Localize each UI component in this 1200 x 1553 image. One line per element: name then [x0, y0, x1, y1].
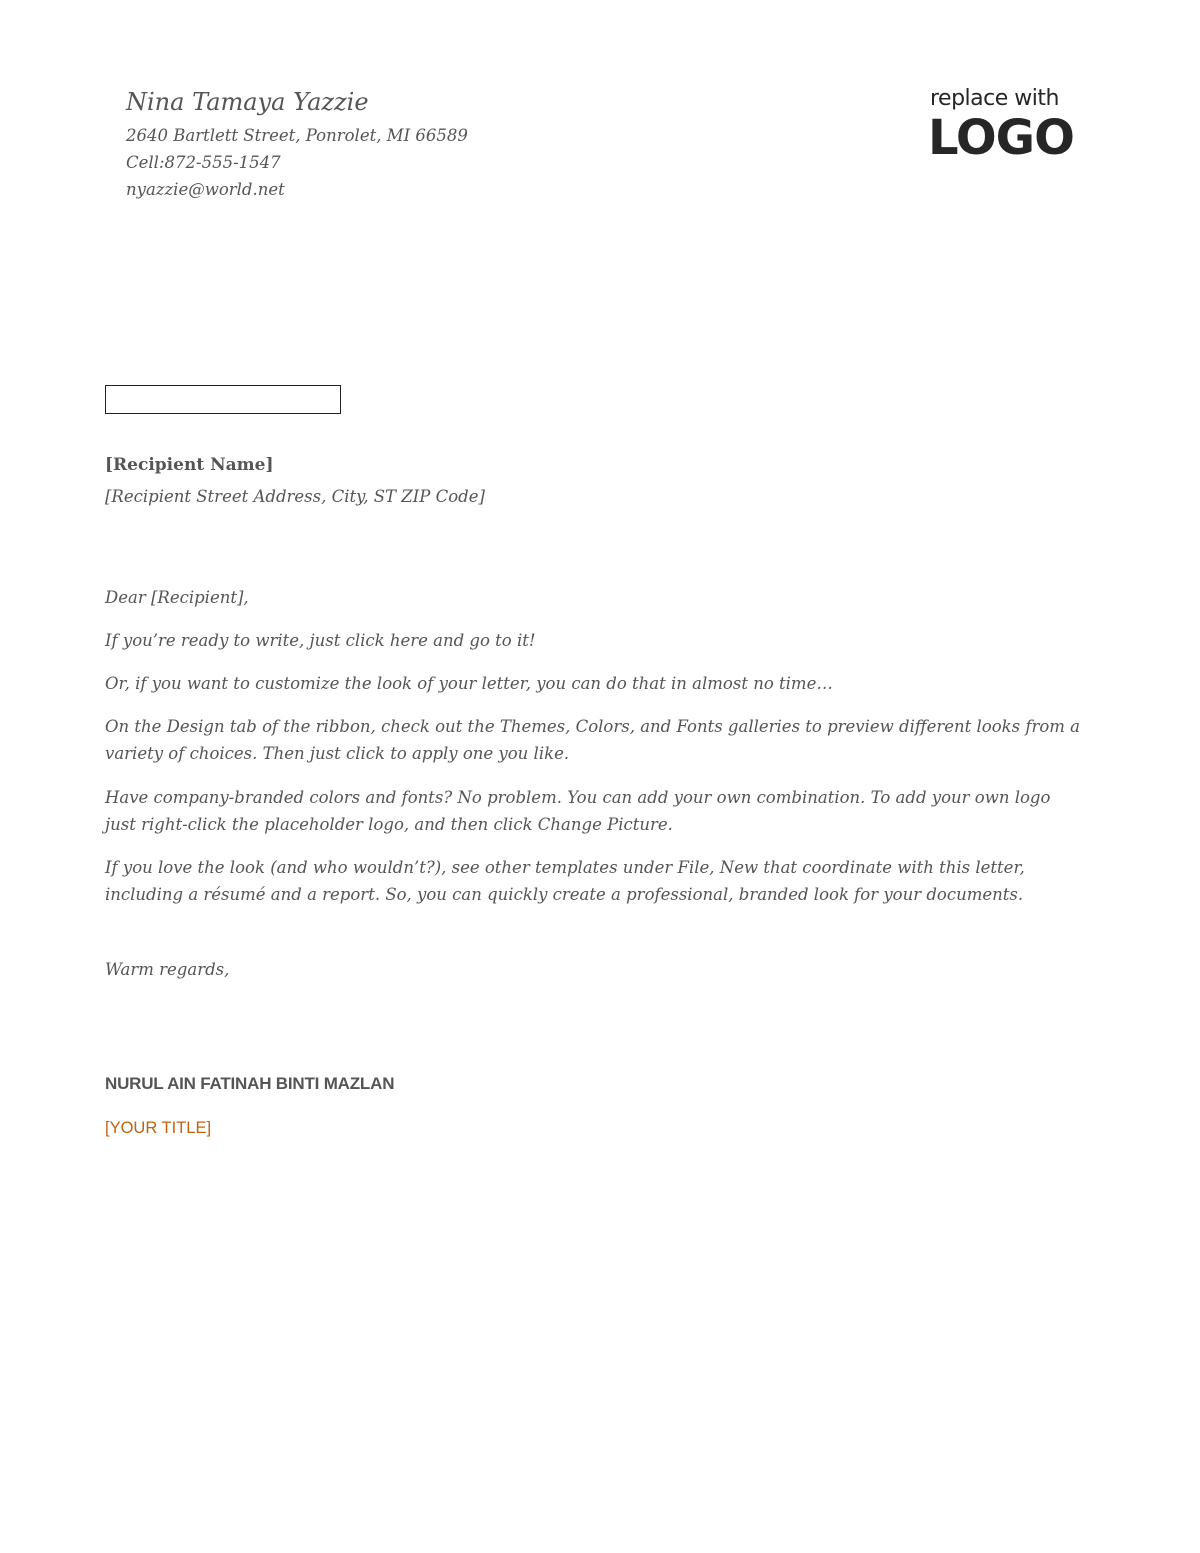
salutation[interactable]: Dear [Recipient], [105, 588, 249, 607]
date-field[interactable] [105, 385, 341, 414]
closing[interactable]: Warm regards, [105, 960, 230, 979]
sender-name: Nina Tamaya Yazzie [126, 88, 369, 116]
sender-email: nyazzie@world.net [126, 180, 285, 199]
logo-text: LOGO [928, 110, 1074, 166]
signer-name[interactable]: NURUL AIN FATINAH BINTI MAZLAN [105, 1074, 395, 1093]
body-paragraph-3[interactable]: On the Design tab of the ribbon, check out the Themes, Colors, and Fonts galleries to preview different looks from a variety of choices. Then just click to apply one you like. [105, 717, 1080, 763]
signer-title[interactable]: [YOUR TITLE] [105, 1119, 212, 1137]
body-paragraph-4[interactable]: Have company-branded colors and fonts? No problem. You can add your own combination. To add your own logo just right-click the placeholder logo, and then click Change Picture. [105, 788, 1051, 834]
logo-caption: replace with [930, 86, 1059, 111]
body-paragraph-5[interactable]: If you love the look (and who wouldn’t?), see other templates under File, New that coordinate with this letter, including a résumé and a report. So, you can quickly create a professional, branded look for your documents. [105, 858, 1025, 904]
body-paragraph-1[interactable]: If you’re ready to write, just click here and go to it! [105, 631, 536, 650]
body-paragraph-2[interactable]: Or, if you want to customize the look of your letter, you can do that in almost no time… [105, 674, 833, 693]
sender-address: 2640 Bartlett Street, Ponrolet, MI 66589 [126, 126, 468, 145]
logo-placeholder[interactable] [928, 84, 1090, 166]
recipient-address[interactable]: [Recipient Street Address, City, ST ZIP Code] [105, 487, 485, 506]
sender-cell: Cell:872-555-1547 [126, 153, 281, 172]
recipient-name[interactable]: [Recipient Name] [105, 455, 274, 475]
